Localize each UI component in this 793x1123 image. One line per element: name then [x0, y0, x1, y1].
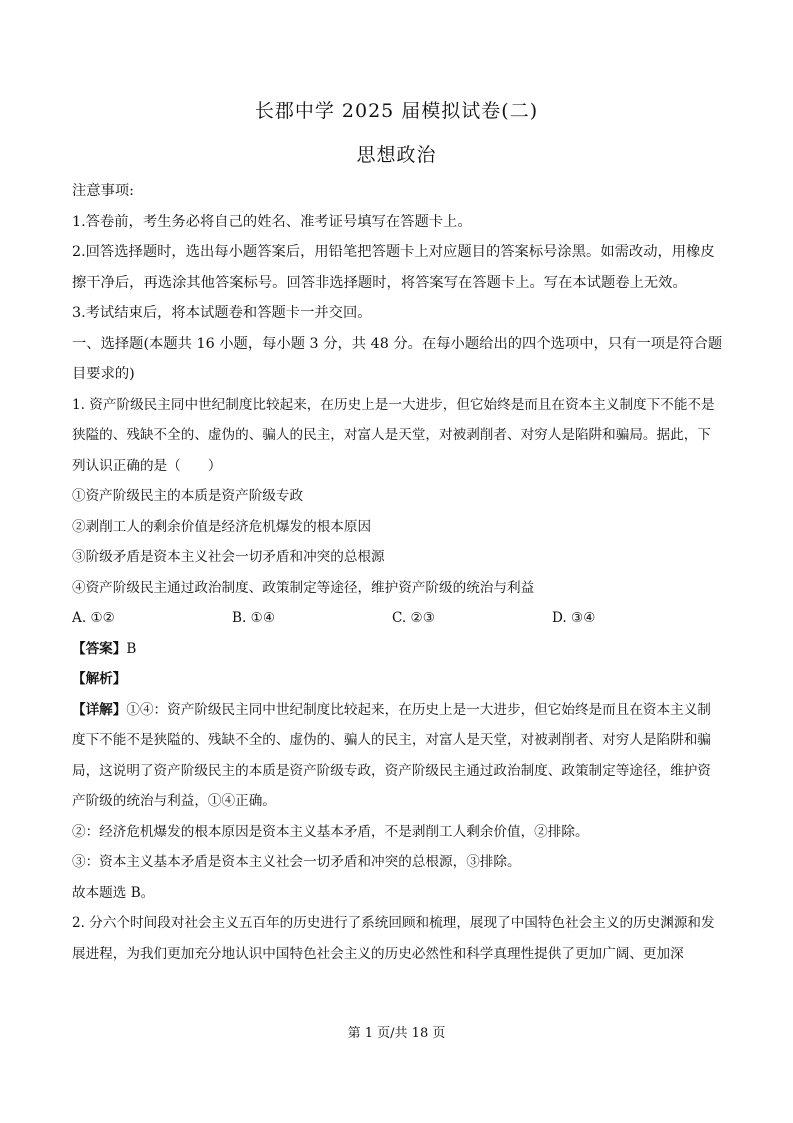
subject-title: 思想政治 [356, 144, 437, 166]
statement-2: ②剥削工人的剩余价值是经济危机爆发的根本原因 [72, 518, 372, 535]
conclusion: 故本题选 B。 [72, 884, 155, 901]
analysis-label: 【解析】 [72, 671, 127, 687]
detail-paragraph [72, 695, 724, 817]
detail-label: 【详解】 [72, 701, 127, 718]
option-b: B. ①④ [232, 610, 276, 626]
answer-label: 【答案】 [72, 640, 127, 657]
option-a: A. ①② [72, 610, 115, 626]
notice-item-1: 1.答卷前，考生务必将自己的姓名、准考证号填写在答题卡上。 [72, 213, 472, 230]
section-heading: 一、选择题(本题共 16 小题，每小题 3 分，共 48 分。在每小题给出的四个选项中，只有一项是符合题目要求的) [72, 335, 723, 382]
detail-paragraph-2: ②：经济危机爆发的根本原因是资本主义基本矛盾，不是剥削工人剩余价值，②排除。 [72, 823, 589, 840]
exam-title: 长郡中学 2025 届模拟试卷(二) [254, 100, 539, 122]
question-2-stem: 2. 分六个时间段对社会主义五百年的历史进行了系统回顾和梳理，展现了中国特色社会主义的历史渊源和发展进程，为我们更加充分地认识中国特色社会主义的历史必然性和科学真理性提供了更加广阔、更加深 [72, 915, 715, 962]
notice-item-2: 2.回答选择题时，选出每小题答案后，用铅笔把答题卡上对应题目的答案标号涂黑。如需改动，用橡皮擦干净后，再选涂其他答案标号。回答非选择题时，将答案写在答题卡上。写在本试题卷上无效。 [72, 244, 715, 291]
notice-heading: 注意事项: [72, 183, 135, 199]
statement-1: ①资产阶级民主的本质是资产阶级专政 [72, 488, 304, 504]
statement-3: ③阶级矛盾是资本主义社会一切矛盾和冲突的总根源 [72, 549, 385, 565]
answer-value: B [126, 640, 137, 657]
detail-text: ①④：资产阶级民主同中世纪制度比较起来，在历史上是一大进步，但它始终是而且在资本主义制度下不能不是狭隘的、残缺不全的、虚伪的、骗人的民主，对富人是天堂，对被剥削者、对穷人是陷阱和骗局，这说明了资产阶级民主的本质是资产阶级专政，资产阶级民主通过政治制度、政策制定等途径，维护资产阶级的统治与利益，①④正确。 [72, 701, 711, 809]
notice-item-3: 3.考试结束后，将本试题卷和答题卡一并交回。 [72, 305, 372, 321]
detail-paragraph-3: ③：资本主义基本矛盾是资本主义社会一切矛盾和冲突的总根源，③排除。 [72, 854, 521, 870]
option-d: D. ③④ [552, 610, 596, 626]
statement-4: ④资产阶级民主通过政治制度、政策制定等途径，维护资产阶级的统治与利益 [72, 579, 535, 596]
option-c: C. ②③ [392, 610, 435, 626]
question-1-stem: 1. 资产阶级民主同中世纪制度比较起来，在历史上是一大进步，但它始终是而且在资本主义制度下不能不是狭隘的、残缺不全的、虚伪的、骗人的民主，对富人是天堂，对被剥削者、对穷人是陷阱和骗局。据此，下列认识正确的是（ ） [72, 396, 715, 474]
question-1-options [72, 603, 724, 634]
page-content [72, 176, 724, 969]
page-footer: 第 1 页/共 18 页 [347, 1026, 446, 1041]
answer-line [72, 634, 724, 665]
